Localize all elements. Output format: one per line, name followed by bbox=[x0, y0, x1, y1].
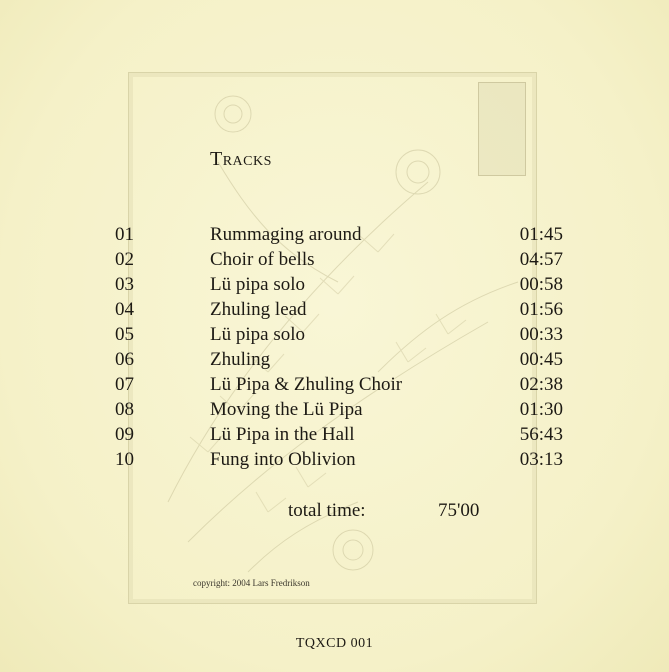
track-title: Zhuling lead bbox=[210, 299, 307, 320]
track-row bbox=[0, 374, 669, 399]
track-duration: 02:38 bbox=[519, 374, 563, 395]
track-title: Zhuling bbox=[210, 349, 271, 370]
track-title: Choir of bells bbox=[210, 249, 315, 270]
track-row bbox=[0, 424, 669, 449]
track-number: 06 bbox=[115, 349, 134, 370]
track-row bbox=[0, 224, 669, 249]
track-number: 10 bbox=[115, 449, 134, 470]
track-row bbox=[0, 249, 669, 274]
track-title: Lü Pipa in the Hall bbox=[210, 424, 355, 445]
track-duration: 01:30 bbox=[519, 399, 563, 420]
track-title: Fung into Oblivion bbox=[210, 449, 356, 470]
track-title: Rummaging around bbox=[210, 224, 362, 245]
track-number: 07 bbox=[115, 374, 134, 395]
track-duration: 00:33 bbox=[519, 324, 563, 345]
total-time-label: total time: bbox=[288, 500, 366, 521]
track-number: 03 bbox=[115, 274, 134, 295]
track-row bbox=[0, 349, 669, 374]
track-number: 04 bbox=[115, 299, 134, 320]
track-row bbox=[0, 274, 669, 299]
track-duration: 00:58 bbox=[519, 274, 563, 295]
track-title: Lü Pipa & Zhuling Choir bbox=[210, 374, 403, 395]
track-duration: 03:13 bbox=[519, 449, 563, 470]
tracks-heading: Tracks bbox=[210, 148, 272, 170]
track-title: Moving the Lü Pipa bbox=[210, 399, 363, 420]
track-duration: 04:57 bbox=[519, 249, 563, 270]
track-number: 01 bbox=[115, 224, 134, 245]
track-row bbox=[0, 449, 669, 474]
track-row bbox=[0, 399, 669, 424]
catalog-number: TQXCD 001 bbox=[295, 636, 374, 651]
track-duration: 01:56 bbox=[519, 299, 563, 320]
track-row bbox=[0, 324, 669, 349]
track-title: Lü pipa solo bbox=[210, 324, 305, 345]
track-duration: 56:43 bbox=[519, 424, 563, 445]
track-number: 05 bbox=[115, 324, 134, 345]
track-row bbox=[0, 299, 669, 324]
track-title: Lü pipa solo bbox=[210, 274, 305, 295]
track-duration: 01:45 bbox=[519, 224, 563, 245]
copyright-notice: copyright: 2004 Lars Fredrikson bbox=[193, 578, 310, 588]
track-duration: 00:45 bbox=[519, 349, 563, 370]
track-number: 09 bbox=[115, 424, 134, 445]
track-number: 08 bbox=[115, 399, 134, 420]
total-time-value: 75'00 bbox=[438, 500, 480, 521]
track-number: 02 bbox=[115, 249, 134, 270]
